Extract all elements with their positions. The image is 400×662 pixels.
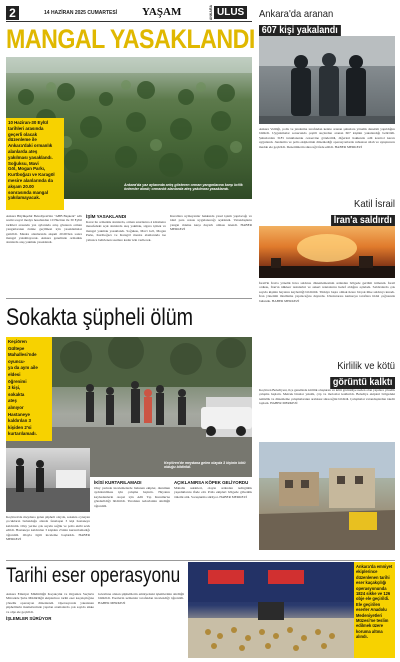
- supheli-body-col3: [174, 480, 252, 556]
- supheli-highlight-box: [6, 337, 52, 441]
- mangal-highlight-line: Göl, Mogan Parkı,: [8, 166, 46, 172]
- tarihi-body-col2: [98, 592, 184, 658]
- supheli-highlight-line: oyuncu-: [8, 358, 26, 364]
- mangal-highlight-line: Ankara'daki ormanlık: [8, 143, 53, 149]
- mangal-highlight-line: Soğuksu, Mavi: [8, 160, 39, 166]
- mangal-body-col1: [6, 214, 82, 294]
- supheli-highlight-line: Hastaneye: [8, 411, 30, 417]
- mangal-highlight-line: Kurtboğazı ve Karagöl: [8, 172, 55, 178]
- tarihi-highlight-box: [354, 562, 395, 658]
- tarihi-body-col1: [6, 592, 94, 658]
- supheli-body: Keçiören'de meydana gelen şüpheli olayda, sokakta oynayan çocukların bulunduğu alanda fenalaşan 3 kişi hastaneye kaldırıldı. Olay yerine çok sayıda sağlık ve polis ekibi sevk edildi. Hastaneye kaldırılan 3 kişiden 2'sinin kurtarılamadığı öğrenildi. Olayla ilgili inceleme başlatıldı. HABER MERKEZİ: [6, 515, 90, 542]
- page-number: 2: [6, 6, 19, 20]
- supheli-inset-photo: [6, 448, 90, 512]
- kirlilik-title: [259, 360, 395, 390]
- supheli-highlight-line: Gültepe: [8, 345, 25, 351]
- mangal-caption: Ankara'da yaz aylarında artış gösteren orman yangınlarına karşı kritik önlemler alındı; ormanlık alanlarda ateş yakılması yasaklandı.: [124, 183, 243, 192]
- supheli-highlight-line: Keçiören: [8, 339, 27, 344]
- supheli-caption: Keçiören'de meydana gelen olayda 3 kişinin kötü olduğu bildirildi.: [164, 461, 246, 470]
- israil-title-line2: İran'a saldırdı: [331, 215, 395, 227]
- mangal-highlight-line: yakılamayacak.: [8, 195, 40, 201]
- mangal-highlight-line: sonrasında mangal: [8, 189, 49, 195]
- israil-body: [259, 281, 395, 357]
- tarihi-rule: [6, 560, 395, 561]
- mangal-body-col3: [170, 214, 252, 294]
- supheli-subhead-body: Olay yerinde incelemelerde bulunan ekipler, durumun aydınlatılması için çalışma başlattı. Hayatını kaybedenlerin otopsi için Adli Tıp Kurumu'na gönderildiği bildirildi. Yaralının tedavisinin sürdüğü öğrenildi.: [94, 486, 170, 508]
- mangal-body-col2: [86, 214, 166, 294]
- supheli-body-col1: [6, 515, 90, 557]
- supheli-highlight-line: eldesi: [8, 371, 21, 377]
- tarihi-body: Ankara Emniyet Müdürlüğü Kaçakçılık ve Organize Suçlarla Mücadele Şube Müdürlüğü ekiplerince tarihi eser kaçakçılığına yönelik operasyon düzenlendi. Operasyonda yakalanan şüphelilerin ikametlerinde yapılan aramalarda çok sayıda sikke ve obje ele geçirildi.: [6, 592, 94, 614]
- kirlilik-title-line2: görüntü kalktı: [330, 377, 395, 389]
- aranan-title: [259, 8, 395, 38]
- supheli-highlight-line: kurtarılamadı.: [8, 431, 37, 437]
- aranan-title-line1: Ankara'da aranan: [259, 8, 334, 20]
- israil-photo: [259, 226, 395, 278]
- supheli-body-col2: [94, 480, 170, 556]
- mangal-highlight-line: düzenleme ile: [8, 137, 37, 143]
- tarihi-body2: Gözaltına alınan şüphelilerin emniyetteki işlemlerinin sürdüğü bildirildi. Eserlerin uzmanlar tarafından incelendiği öğrenildi. HABER MERKEZİ: [98, 592, 184, 605]
- mangal-highlight-line: tarihleri arasında: [8, 125, 44, 131]
- mangal-highlight-line: mesire alanlarında da: [8, 177, 53, 183]
- tarihi-headline: Tarihi eser operasyonu: [6, 564, 181, 587]
- supheli-highlight-line: sokakta: [8, 391, 25, 397]
- mangal-subhead: İŞİM YASAKLANDI: [86, 214, 127, 219]
- mangal-highlight-line: yakılması yasaklandı.: [8, 154, 53, 160]
- supheli-subhead: İKİSİ KURTARILAMADI: [94, 480, 142, 485]
- aranan-body: [259, 127, 395, 191]
- header-rule: [6, 21, 252, 22]
- supheli-highlight-line: Mahallesi'nde: [8, 352, 37, 358]
- paper-logo-small: ANKARA: [209, 4, 213, 21]
- supheli-highlight-line: kişiden 2'si: [8, 424, 32, 430]
- supheli-highlight-line: ateş: [8, 398, 17, 404]
- aranan-title-line2: 607 kişi yakalandı: [259, 25, 340, 37]
- supheli-highlight-line: 3 kişi,: [8, 385, 21, 391]
- mangal-highlight-box: [6, 118, 64, 210]
- supheli-highlight-line: ya da aynı aile: [8, 365, 38, 371]
- mangal-highlight-line: geçerli olacak: [8, 131, 38, 137]
- israil-title-line1: Katil İsrail: [354, 198, 395, 210]
- mangal-body2: Kurallara uymayanlar hakkında yasal işlem yapılacağı ve idari para cezası uygulanacağı açıklandı. Vatandaşların yangın riskine karşı duyarlı olması istendi. HABER MERKEZİ: [170, 214, 252, 232]
- tarihi-highlight-text: Ankara'da emniyet ekiplerince düzenlenen tarihi eser kaçakçılığı operasyonunda 1824 sikke ve 126 obje ele geçirildi. Ele geçirilen eserler Anadolu Medeniyetleri Müzesi'ne teslim edilmek üzere koruma altına alındı.: [356, 564, 393, 640]
- supheli-subhead2-body: Mahalle sakinleri, olayın ardından tedirginlik yaşadıklarını ifade etti. Polis ekipleri bölgede güvenlik önlemi aldı. Soruşturma sürüyor. HABER MERKEZİ: [174, 486, 252, 499]
- tarihi-subhead: İŞLEMLER SÜRÜYOR: [6, 615, 52, 621]
- mangal-highlight-line: akşam 20.00: [8, 183, 34, 189]
- israil-title: [259, 198, 395, 228]
- mangal-highlight-line: alanlarda ateş: [8, 148, 38, 154]
- issue-date: 14 HAZİRAN 2025 CUMARTESİ: [44, 10, 118, 16]
- aranan-photo: [259, 36, 395, 124]
- kirlilik-title-line1: Kirlilik ve kötü: [337, 360, 395, 372]
- paper-logo: [209, 6, 247, 19]
- mangal-highlight-line: 10 Haziran-30 Eylül: [8, 120, 49, 125]
- aranan-body-text: Ankara Valiliği, polis ve jandarma tarafından kentte aranan şahıslara yönelik denetim yapıldığını bildirdi. Uygulamalar sonucunda çeşitli suçlardan aranan 607 kişinin yakalandığı belirtildi. Şahıslardan 318'i tutuklanarak cezaevine gönderildi, diğerleri hakkında adli kontrol kararı uygulandı. Jandarma ve polis ekiplerinin düzenlediği operasyonlarda ruhsatsız silah ve uyuşturucu madde ele geçirildi. Denetimlerin süreceği ifade edildi. HABER MERKEZİ: [259, 127, 395, 149]
- supheli-headline: Sokakta şüpheli ölüm: [6, 304, 194, 331]
- supheli-subhead2: AÇIKLANIRSA KÖPEK GELİYORDU: [174, 480, 249, 485]
- kirlilik-body: [259, 388, 395, 438]
- section-title: YAŞAM: [142, 6, 182, 18]
- supheli-highlight-line: kaldırılan 3: [8, 418, 31, 424]
- mangal-body: Ankara Büyükşehir Belediyesi'nin "ABB Başkent" adlı resmi sosyal medya hesabından 10 Haziran ile 30 Eylül tarihleri arasında yaz aylarında artış gösteren orman yangınlarının önüne geçilmesi için yasaklamalar getirildi. Mesire alanlarında akşam 20.00'den sonra mangal yakılmayacak. Ankara genelinde ormanlık alanlarda ateş yakmak yasaklandı.: [6, 214, 82, 245]
- tarihi-photo: [188, 562, 354, 658]
- paper-logo-box: ULUS: [214, 6, 247, 19]
- mangal-headline: MANGAL YASAKLANDI: [6, 24, 255, 54]
- supheli-highlight-line: alınıyor: [8, 404, 24, 410]
- israil-body-text: İsrail'in İran'a yönelik hava saldırısı düzenlemesinin ardından bölgede gerilim tırmandı. İsrail ordusu, İran'ın nükleer tesislerini ve askeri noktalarını hedef aldığını açıkladı. Saldırılarda çok sayıda kişinin hayatını kaybettiği bildirildi. Türkiye başta olmak üzere birçok ülke saldırıyı kınadı. İran yönetimi misilleme yapılacağını duyurdu. Uluslararası kamuoyu taraflara itidal çağrısında bulundu. HABER MERKEZİ: [259, 281, 395, 303]
- supheli-highlight-line: öğrenimi: [8, 378, 27, 384]
- kirlilik-photo: [259, 442, 395, 550]
- supheli-rule: [6, 298, 252, 299]
- kirlilik-body-text: Keçiören Belediyesi, ilçe genelinde kirlilik oluşturan ve kötü görüntüye neden olan yapılara yönelik çalışma başlattı. Metruk binalar yıkıldı, çöp ve molozlar kaldırıldı. Belediye ekipleri bölgedeki temizlik ve düzenleme çalışmalarının aralıksız süreceğini bildirdi. Çalışmalar vatandaşlardan takdir topladı. HABER MERKEZİ: [259, 388, 395, 406]
- mangal-subhead-body: Karar ile ormanlık alanlarda, orman sınırlarına 4 kilometre mesafedeki açık alanlarda ateş yakmak, sigara içmek ve mangal yakmak yasaklandı. Soğuksu, Mavi Göl, Mogan Parkı, Kurtboğazı ve Karagöl mesire alanlarında ise yalnızca belirlenen saatlere kadar izin verilecek.: [86, 220, 166, 242]
